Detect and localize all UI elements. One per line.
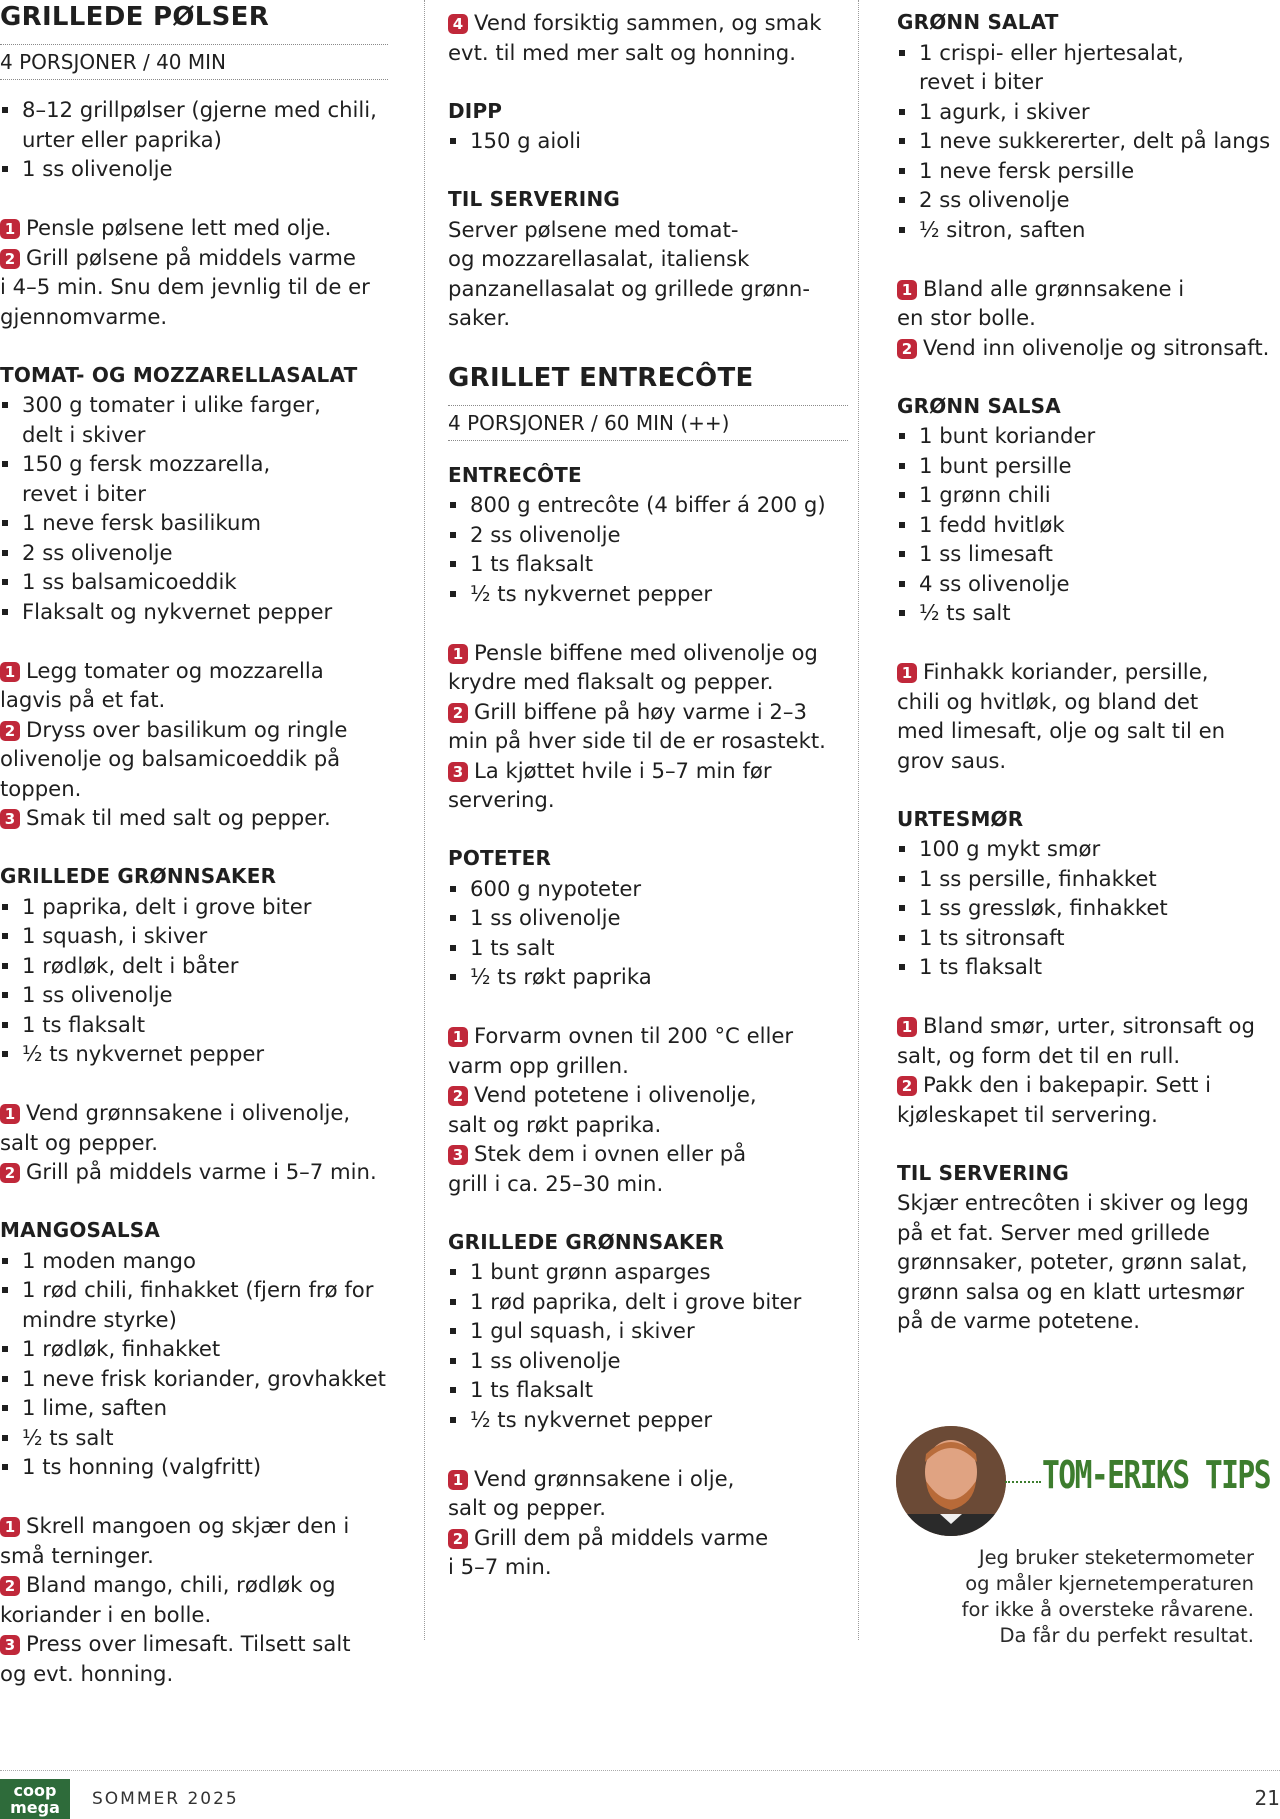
column-right — [897, 0, 1280, 1336]
serving-text: grønn salsa og en klatt urtesmør — [897, 1278, 1245, 1304]
tips-connector — [1005, 1481, 1041, 1483]
step-cont: olivenolje og balsamicoeddik på — [0, 746, 341, 771]
ingredient-item: 1 ts flaksalt — [0, 1010, 388, 1040]
column-left — [0, 0, 388, 1688]
step-cont: evt. til med mer salt og honning. — [448, 39, 796, 65]
section-heading: DIPP — [448, 98, 503, 123]
section-heading: GRØNN SALSA — [897, 393, 1061, 418]
ingredient-item: 1 rødløk, finhakket — [0, 1334, 388, 1364]
step-cont: i 4–5 min. Snu dem jevnlig til de er — [0, 274, 370, 299]
step-cont: i 5–7 min. — [448, 1554, 552, 1579]
ingredient-item: 1 ts sitronsaft — [897, 923, 1280, 953]
ingredient-item: 1 ts flaksalt — [448, 1375, 848, 1405]
ingredient-item: ½ ts nykvernet pepper — [448, 579, 848, 609]
ingredient-item: 150 g aioli — [448, 126, 848, 156]
section-heading: TIL SERVERING — [448, 187, 620, 211]
ingredient-item: 1 moden mango — [0, 1246, 388, 1276]
ingredient-item: 1 rødløk, delt i båter — [0, 951, 388, 981]
ingredient-item: 1 ss olivenolje — [0, 980, 388, 1010]
section-heading: TIL SERVERING — [897, 1160, 1069, 1185]
step: 3 Stek dem i ovnen eller på — [448, 1139, 848, 1169]
ingredient-item-cont: revet i biter — [919, 69, 1043, 94]
step-cont: chili og hvitløk, og bland det — [897, 688, 1199, 714]
step: 1 Vend grønnsakene i olivenolje, — [0, 1098, 388, 1128]
ingredient-item: 1 gul squash, i skiver — [448, 1316, 848, 1346]
ingredient-item: ½ ts nykvernet pepper — [0, 1039, 388, 1069]
step-cont: servering. — [448, 787, 555, 812]
ingredient-item: 800 g entrecôte (4 biffer á 200 g) — [448, 490, 848, 520]
ingredient-item: 1 ss limesaft — [897, 539, 1280, 569]
step: 2 Vend potetene i olivenolje, — [448, 1080, 848, 1110]
step-cont: en stor bolle. — [897, 305, 1036, 330]
step-cont: grov saus. — [897, 747, 1007, 773]
step: 3 Smak til med salt og pepper. — [0, 803, 388, 833]
ingredient-item-cont: delt i skiver — [22, 421, 146, 447]
serving-text: på de varme potetene. — [897, 1308, 1140, 1333]
step-cont: gjennomvarme. — [0, 303, 168, 329]
ingredient-item: 1 lime, saften — [0, 1393, 388, 1423]
ingredient-item: 1 bunt persille — [897, 451, 1280, 481]
step: 1 Vend grønnsakene i olje, — [448, 1464, 848, 1494]
section-heading: GRØNN SALAT — [897, 10, 1059, 34]
ingredient-item-cont: urter eller paprika) — [22, 126, 222, 152]
serving-text: grønnsaker, poteter, grønn salat, — [897, 1249, 1248, 1274]
step-cont: salt, og form det til en rull. — [897, 1042, 1181, 1068]
footer-divider — [0, 1770, 1280, 1771]
ingredient-item: ½ ts røkt paprika — [448, 962, 848, 992]
serving-text: og mozzarellasalat, italiensk — [448, 246, 750, 271]
ingredient-item: 1 agurk, i skiver — [897, 97, 1280, 127]
recipe-title: GRILLET ENTRECÔTE — [448, 362, 754, 393]
ingredient-item: 1 rød chili, finhakket (fjern frø for — [0, 1275, 388, 1305]
step: 1 Forvarm ovnen til 200 °C eller — [448, 1021, 848, 1051]
ingredient-item: 1 ts honning (valgfritt) — [0, 1452, 388, 1482]
step: 2 Bland mango, chili, rødløk og — [0, 1570, 388, 1600]
step-cont: min på hver side til de er rosastekt. — [448, 728, 826, 753]
ingredient-item: 1 rød paprika, delt i grove biter — [448, 1287, 848, 1317]
ingredient-item: 100 g mykt smør — [897, 834, 1280, 864]
ingredient-item-cont: mindre styrke) — [22, 1306, 177, 1332]
section-heading: URTESMØR — [897, 806, 1024, 831]
step-cont: salt og pepper. — [0, 1129, 159, 1155]
ingredient-item: 1 ss olivenolje — [448, 1346, 848, 1376]
ingredient-item: 1 ss persille, finhakket — [897, 864, 1280, 894]
step: 4 Vend forsiktig sammen, og smak — [448, 8, 848, 38]
chef-avatar — [896, 1426, 1006, 1536]
ingredient-item: 2 ss olivenolje — [0, 538, 388, 568]
section-heading: GRILLEDE GRØNNSAKER — [0, 864, 277, 888]
section-heading: TOMAT- OG MOZZARELLASALAT — [0, 362, 358, 387]
ingredient-item: 150 g fersk mozzarella, — [0, 449, 388, 479]
serving-text: Server pølsene med tomat- — [448, 216, 739, 242]
coop-mega-logo: coop mega — [0, 1779, 70, 1819]
step: 2 Grill på middels varme i 5–7 min. — [0, 1157, 388, 1187]
step: 1 Pensle pølsene lett med olje. — [0, 213, 388, 243]
ingredient-item-cont: revet i biter — [22, 480, 146, 506]
serving-text: saker. — [448, 305, 511, 330]
step: 2 Grill pølsene på middels varme — [0, 243, 388, 273]
step: 2 Grill biffene på høy varme i 2–3 — [448, 697, 848, 727]
section-heading: MANGOSALSA — [0, 1218, 161, 1242]
ingredient-item: 1 ss olivenolje — [0, 154, 388, 184]
step: 1 Finhakk koriander, persille, — [897, 657, 1280, 687]
ingredient-item: 1 ts flaksalt — [897, 952, 1280, 982]
step: 2 Pakk den i bakepapir. Sett i — [897, 1070, 1280, 1100]
step-cont: krydre med flaksalt og pepper. — [448, 669, 774, 694]
ingredient-item: 2 ss olivenolje — [897, 185, 1280, 215]
ingredient-item: 4 ss olivenolje — [897, 569, 1280, 599]
recipe-meta: 4 PORSJONER / 40 MIN — [0, 44, 388, 80]
step-cont: grill i ca. 25–30 min. — [448, 1170, 664, 1196]
step-cont: kjøleskapet til servering. — [897, 1101, 1158, 1127]
ingredient-item: 1 crispi- eller hjertesalat, — [897, 38, 1280, 68]
step-cont: salt og pepper. — [448, 1495, 607, 1520]
step-cont: salt og røkt paprika. — [448, 1111, 662, 1137]
step: 1 Pensle biffene med olivenolje og — [448, 638, 848, 668]
ingredient-item: 1 bunt grønn asparges — [448, 1257, 848, 1287]
column-divider — [424, 0, 425, 1640]
ingredient-item: 1 squash, i skiver — [0, 921, 388, 951]
step: 1 Legg tomater og mozzarella — [0, 656, 388, 686]
step-cont: små terninger. — [0, 1542, 154, 1568]
ingredient-list — [0, 95, 388, 184]
ingredient-item: 1 ss balsamicoeddik — [0, 567, 388, 597]
ingredient-item: 1 ss olivenolje — [448, 903, 848, 933]
tips-title: TOM-ERIKS TIPS — [1042, 1453, 1270, 1497]
step: 3 La kjøttet hvile i 5–7 min før — [448, 756, 848, 786]
ingredient-item: 8–12 grillpølser (gjerne med chili, — [0, 95, 388, 125]
section-heading: GRILLEDE GRØNNSAKER — [448, 1229, 725, 1254]
recipe-title: GRILLEDE PØLSER — [0, 2, 270, 32]
ingredient-item: 1 ss gressløk, finhakket — [897, 893, 1280, 923]
ingredient-item: ½ ts salt — [0, 1423, 388, 1453]
ingredient-item: 1 neve sukkererter, delt på langs — [897, 126, 1280, 156]
column-divider — [858, 0, 859, 1640]
ingredient-item: 600 g nypoteter — [448, 874, 848, 904]
column-middle — [448, 0, 848, 1582]
ingredient-item: ½ sitron, saften — [897, 215, 1280, 245]
ingredient-item: 1 grønn chili — [897, 480, 1280, 510]
ingredient-item: ½ ts salt — [897, 598, 1280, 628]
step-cont: og evt. honning. — [0, 1660, 174, 1686]
step: 2 Vend inn olivenolje og sitronsaft. — [897, 333, 1280, 363]
ingredient-item: 1 paprika, delt i grove biter — [0, 892, 388, 922]
ingredient-item: 2 ss olivenolje — [448, 520, 848, 550]
step-cont: varm opp grillen. — [448, 1052, 629, 1078]
ingredient-item: 1 neve fersk persille — [897, 156, 1280, 186]
ingredient-item: 1 ts salt — [448, 933, 848, 963]
step: 3 Press over limesaft. Tilsett salt — [0, 1629, 388, 1659]
ingredient-item: Flaksalt og nykvernet pepper — [0, 597, 388, 627]
step: 2 Grill dem på middels varme — [448, 1523, 848, 1553]
step-cont: med limesaft, olje og salt til en — [897, 718, 1226, 743]
ingredient-item: 1 neve frisk koriander, grovhakket — [0, 1364, 388, 1394]
ingredient-item: 1 neve fersk basilikum — [0, 508, 388, 538]
ingredient-item: 1 fedd hvitløk — [897, 510, 1280, 540]
ingredient-item: 300 g tomater i ulike farger, — [0, 390, 388, 420]
ingredient-item: ½ ts nykvernet pepper — [448, 1405, 848, 1435]
step-cont: toppen. — [0, 775, 82, 801]
page-number: 21 — [1254, 1786, 1280, 1810]
ingredient-item: 1 ts flaksalt — [448, 549, 848, 579]
step: 1 Bland smør, urter, sitronsaft og — [897, 1011, 1280, 1041]
serving-text: Skjær entrecôten i skiver og legg — [897, 1190, 1249, 1215]
step: 1 Skrell mangoen og skjær den i — [0, 1511, 388, 1541]
serving-text: panzanellasalat og grillede grønn- — [448, 275, 810, 301]
section-heading: ENTRECÔTE — [448, 462, 582, 487]
step: 1 Bland alle grønnsakene i — [897, 274, 1280, 304]
issue-label: SOMMER 2025 — [92, 1789, 239, 1809]
tips-text: Jeg bruker steketermometer og måler kjernetemperaturen for ikke å oversteke råvarene. Da får du perfekt resultat. — [961, 1546, 1254, 1647]
step: 2 Dryss over basilikum og ringle — [0, 715, 388, 745]
ingredient-item: 1 bunt koriander — [897, 421, 1280, 451]
step-cont: lagvis på et fat. — [0, 687, 166, 712]
step-cont: koriander i en bolle. — [0, 1601, 212, 1627]
section-heading: POTETER — [448, 846, 552, 870]
recipe-meta: 4 PORSJONER / 60 MIN (++) — [448, 405, 848, 441]
serving-text: på et fat. Server med grillede — [897, 1219, 1210, 1245]
